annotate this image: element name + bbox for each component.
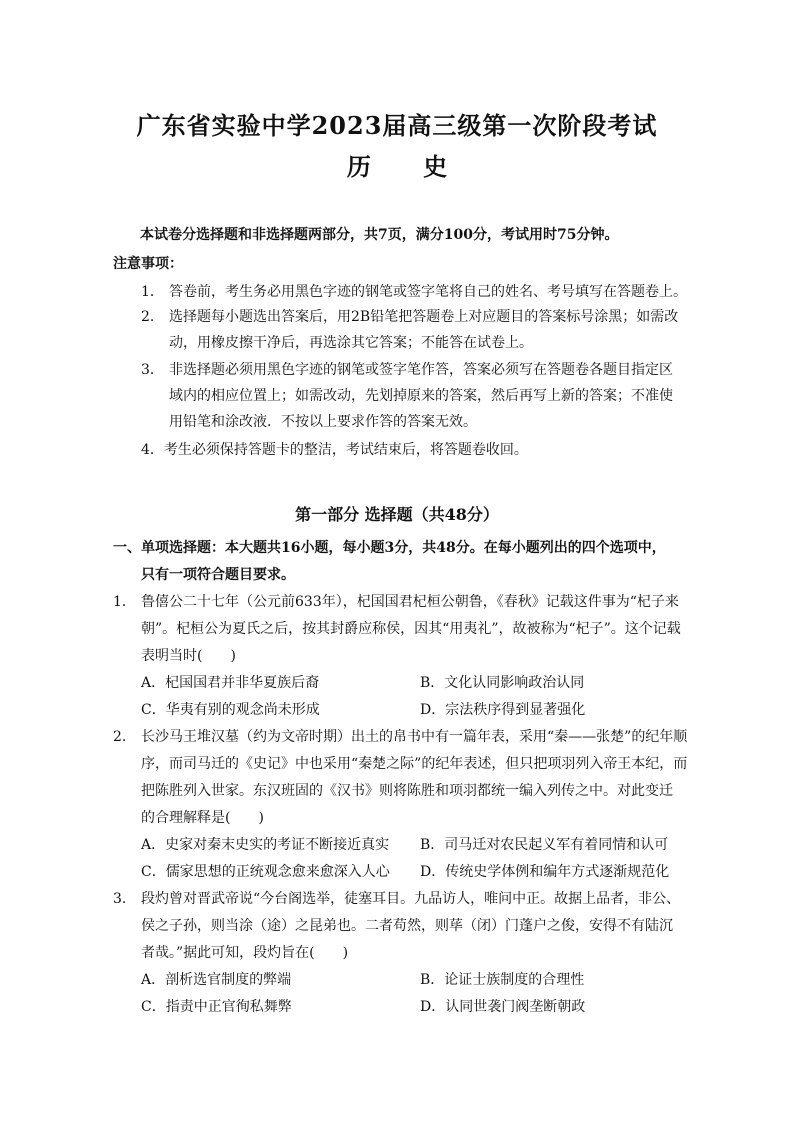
option-c: C．儒家思想的正统观念愈来愈深入人心 xyxy=(141,864,390,880)
exam-title: 广东省实验中学2023届高三级第一次阶段考试 xyxy=(136,111,658,140)
question-line: 朝”。杞桓公为夏氏之后，按其封爵应称侯，因其“用夷礼”，故被称为“杞子”。这个记载 xyxy=(141,621,681,637)
section-instruction: 一、单项选择题：本大题共16小题，每小题3分，共48分。在每小题列出的四个选项中， xyxy=(113,540,666,556)
intro-text: 本试卷分选择题和非选择题两部分，共7页，满分100分，考试用时75分钟。 xyxy=(140,227,619,243)
notice-heading: 注意事项： xyxy=(113,256,183,272)
notice-item: 4．考生必须保持答题卡的整洁，考试结束后，将答题卷收回。 xyxy=(141,442,528,458)
question-line: 表明当时( ) xyxy=(141,648,236,664)
notice-item-cont: 动，用橡皮擦干净后，再选涂其它答案；不能答在试卷上。 xyxy=(169,335,533,351)
notice-item: 2． 选择题每小题选出答案后，用2B铅笔把答题卷上对应题目的答案标号涂黑；如需改 xyxy=(141,309,679,325)
option-a: A．史家对秦末史实的考证不断接近真实 xyxy=(141,837,390,853)
question-3: 3． 段灼曾对晋武帝说“今台阁选举，徒塞耳目。九品访人，唯问中正。故据上品者，非公、 xyxy=(113,891,681,907)
option-b: B．文化认同影响政治认同 xyxy=(420,675,585,691)
option-c: C．华夷有别的观念尚未形成 xyxy=(141,702,320,718)
notice-item: 3． 非选择题必须用黑色字迹的钢笔或签字笔作答，答案必须写在答题卷各题目指定区 xyxy=(141,362,673,378)
option-d: D．认同世袭门阀垄断朝政 xyxy=(420,999,586,1015)
option-b: B．司马迁对农民起义军有着同情和认可 xyxy=(420,837,669,853)
notice-item: 1． 答卷前，考生务必用黑色字迹的钢笔或签字笔将自己的姓名、考号填写在答题卷上。 xyxy=(141,284,687,300)
question-line: 把陈胜列入世家。东汉班固的《汉书》则将陈胜和项羽都统一编入列传之中。对此变迁 xyxy=(141,783,673,799)
option-d: D．宗法秩序得到显著强化 xyxy=(420,702,586,718)
option-a: A．杞国国君并非华夏族后裔 xyxy=(141,675,320,691)
option-b: B．论证士族制度的合理性 xyxy=(420,972,585,988)
section-title: 第一部分 选择题（共48分） xyxy=(295,505,499,524)
subject-title: 历 史 xyxy=(346,152,470,181)
question-line: 序，而司马迁的《史记》中也采用“秦楚之际”的纪年表述，但只把项羽列入帝王本纪，而 xyxy=(141,756,688,772)
option-a: A．剖析选官制度的弊端 xyxy=(141,972,292,988)
option-c: C．指责中正官徇私舞弊 xyxy=(141,999,292,1015)
question-1: 1． 鲁僖公二十七年（公元前633年），杞国国君杞桓公朝鲁，《春秋》记载这件事为“杞子来 xyxy=(113,594,679,610)
option-d: D．传统史学体例和编年方式逐渐规范化 xyxy=(420,864,670,880)
question-line: 侯之子孙，则当涂（途）之昆弟也。二者苟然，则荜（闭）门蓬户之俊，安得不有陆沉 xyxy=(141,918,673,934)
question-line: 的合理解释是( ) xyxy=(141,810,264,826)
section-instruction-cont: 只有一项符合题目要求。 xyxy=(141,567,295,583)
notice-item-cont: 域内的相应位置上；如需改动，先划掉原来的答案，然后再写上新的答案；不准使 xyxy=(169,388,673,404)
question-2: 2． 长沙马王堆汉墓（约为文帝时期）出土的帛书中有一篇年表，采用“秦——张楚”的纪年顺 xyxy=(113,729,688,745)
question-line: 者哉。”据此可知，段灼旨在( ) xyxy=(141,945,349,961)
notice-item-cont: 用铅笔和涂改液．不按以上要求作答的答案无效。 xyxy=(169,414,477,430)
